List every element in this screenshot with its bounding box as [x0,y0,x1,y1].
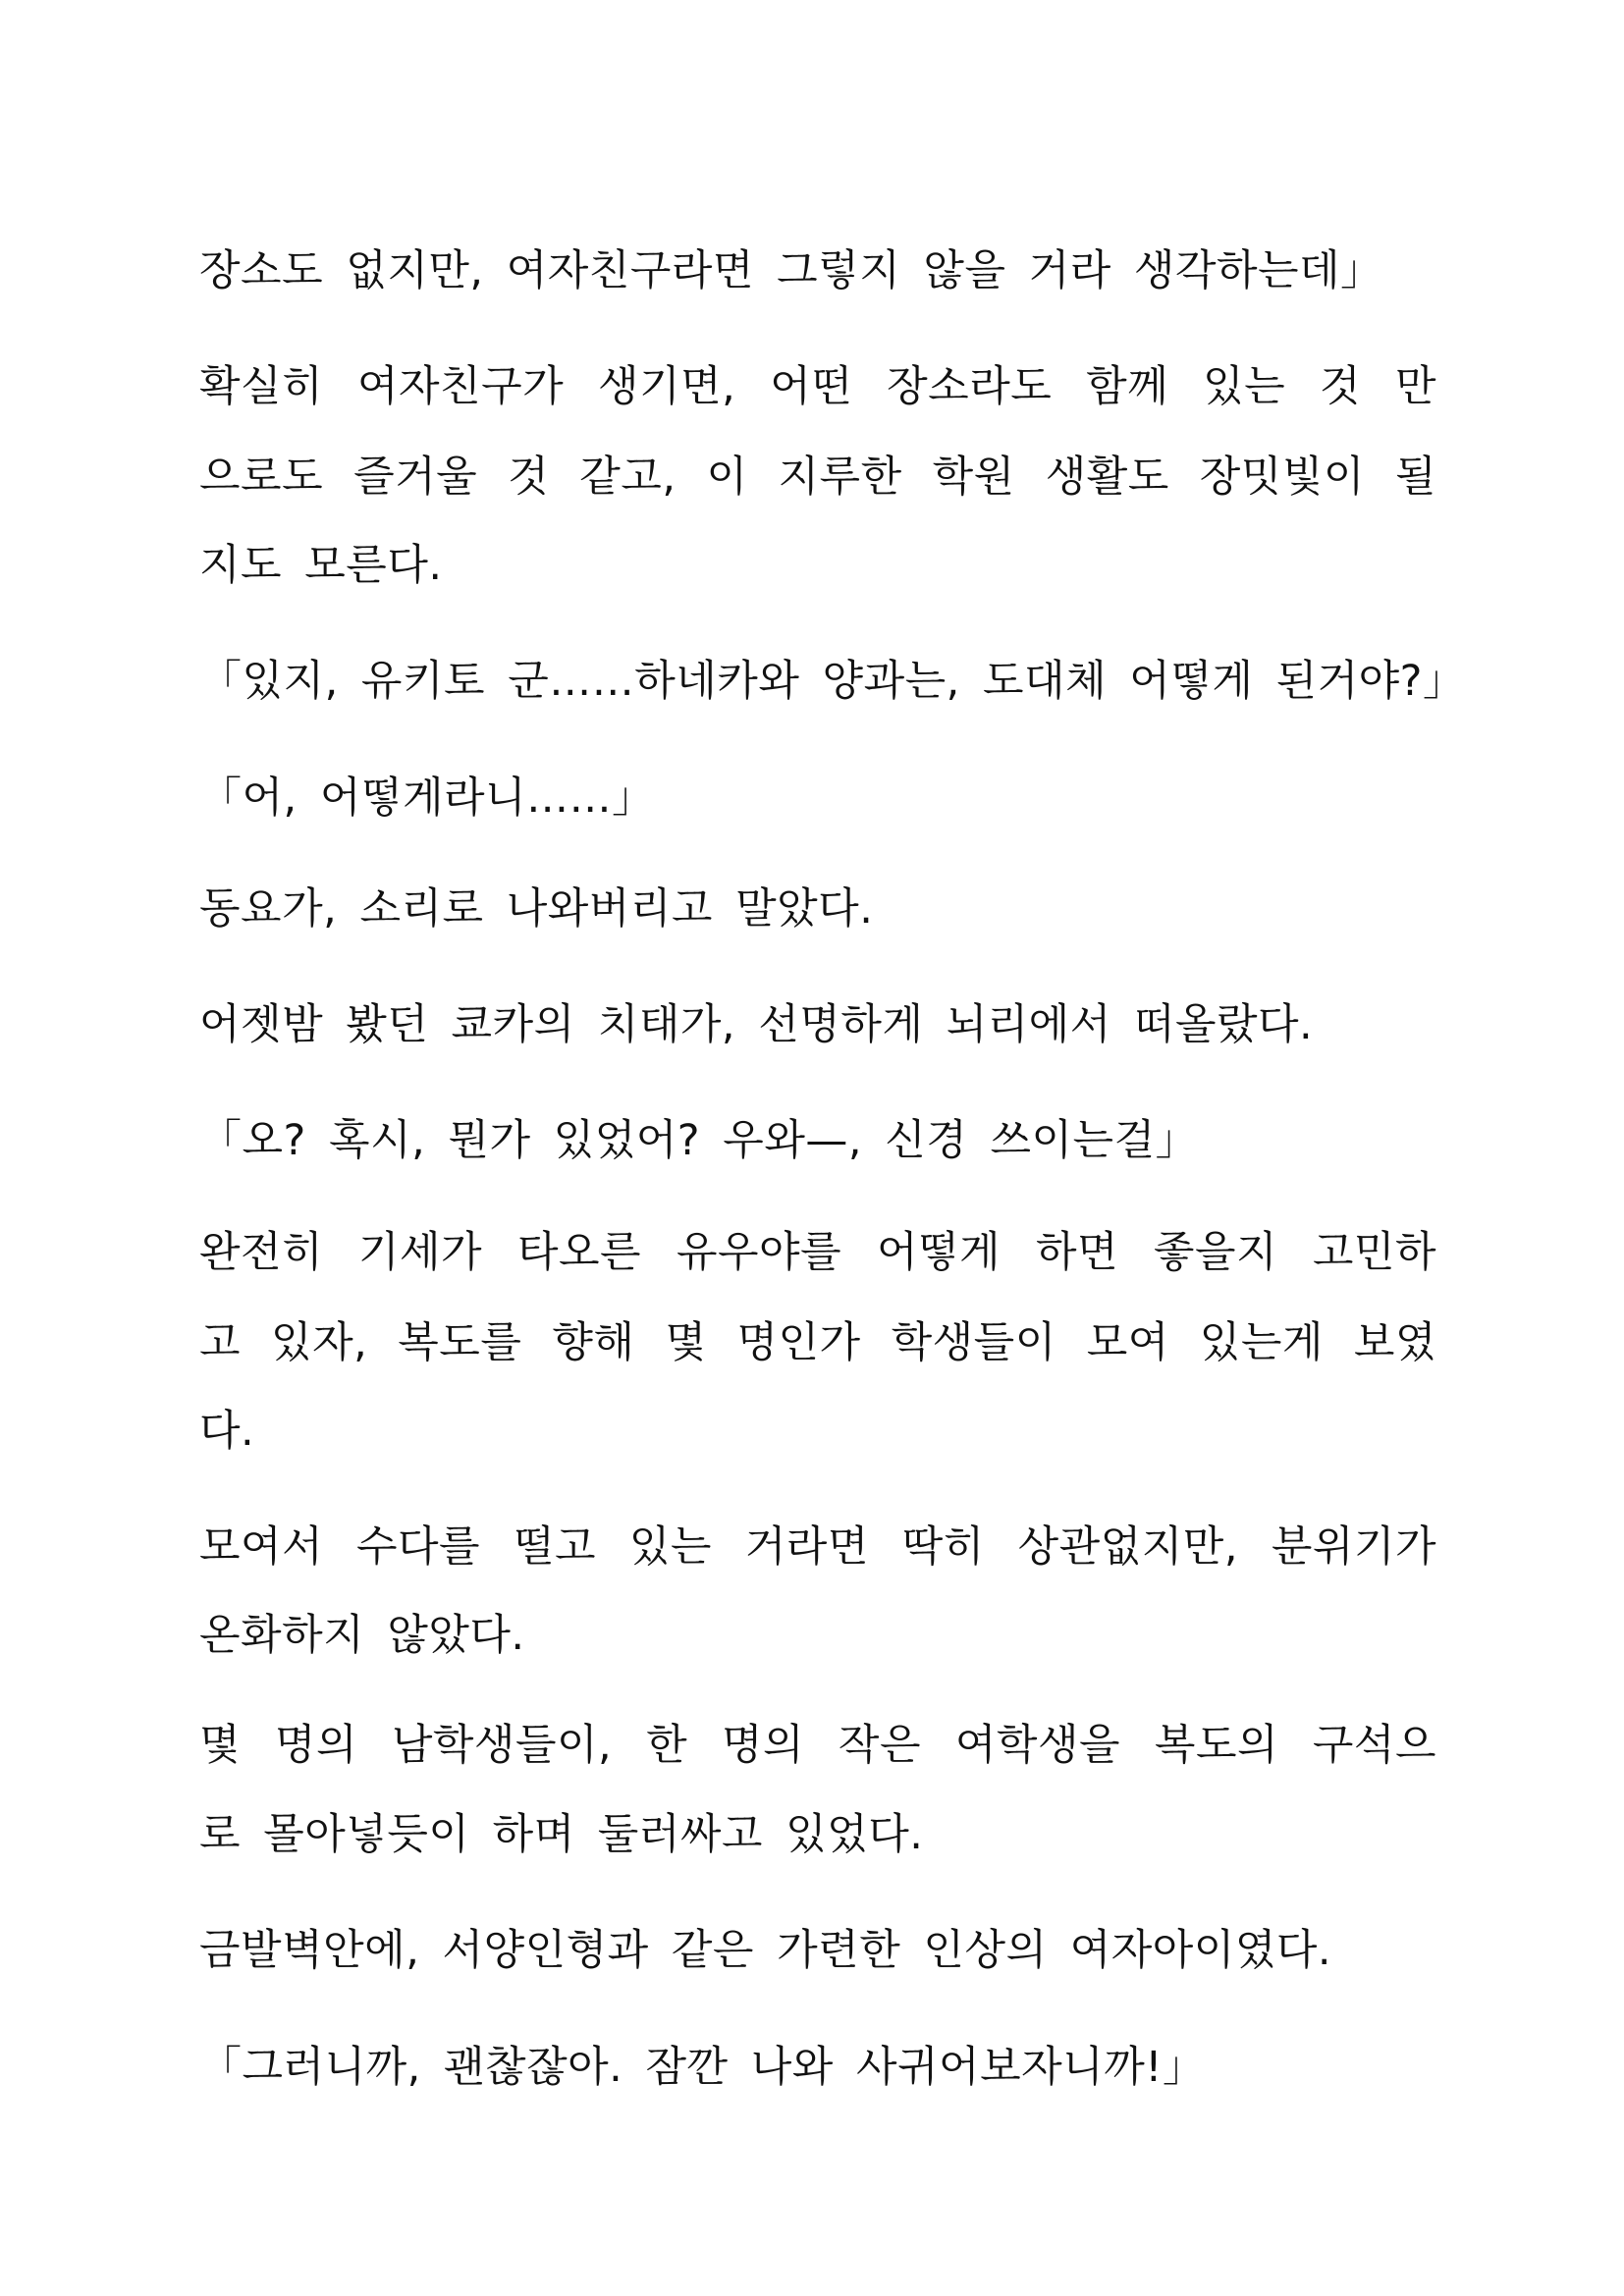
text-line: 몇 명의 남학생들이, 한 명의 작은 여학생을 복도의 구석으 [199,1721,1436,1770]
text-line: 금발벽안에, 서양인형과 같은 가련한 인상의 여자아이였다. [199,1926,1332,1975]
text-line: 확실히 여자친구가 생기면, 어떤 장소라도 함께 있는 것 만 [199,362,1436,411]
text-line: 다. [199,1407,255,1456]
text-line: 고 있자, 복도를 향해 몇 명인가 학생들이 모여 있는게 보였 [199,1318,1436,1367]
text-line: 장소도 없지만, 여자친구라면 그렇지 않을 거라 생각하는데」 [199,246,1383,295]
text-line: 「그러니까, 괜찮잖아. 잠깐 나와 사귀어보자니까!」 [199,2043,1206,2092]
text-line: 완전히 기세가 타오른 유우야를 어떻게 하면 좋을지 고민하 [199,1228,1436,1277]
text-line: 「있지, 유키토 군……하네카와 양과는, 도대체 어떻게 된거야?」 [199,657,1466,706]
text-line: 「어, 어떻게라니……」 [199,774,655,823]
text-line: 모여서 수다를 떨고 있는 거라면 딱히 상관없지만, 분위기가 [199,1522,1436,1572]
text-line: 으로도 즐거울 것 같고, 이 지루한 학원 생활도 장밋빛이 될 [199,453,1436,502]
text-line: 로 몰아넣듯이 하며 둘러싸고 있었다. [199,1810,924,1859]
text-line: 「오? 혹시, 뭔가 있었어? 우와—, 신경 쓰이는걸」 [199,1116,1199,1165]
text-line: 동요가, 소리로 나와버리고 말았다. [199,884,874,934]
text-line: 온화하지 않았다. [199,1611,525,1660]
text-line: 지도 모른다. [199,541,443,590]
text-line: 어젯밤 봤던 쿄카의 치태가, 선명하게 뇌리에서 떠올랐다. [199,1000,1314,1049]
